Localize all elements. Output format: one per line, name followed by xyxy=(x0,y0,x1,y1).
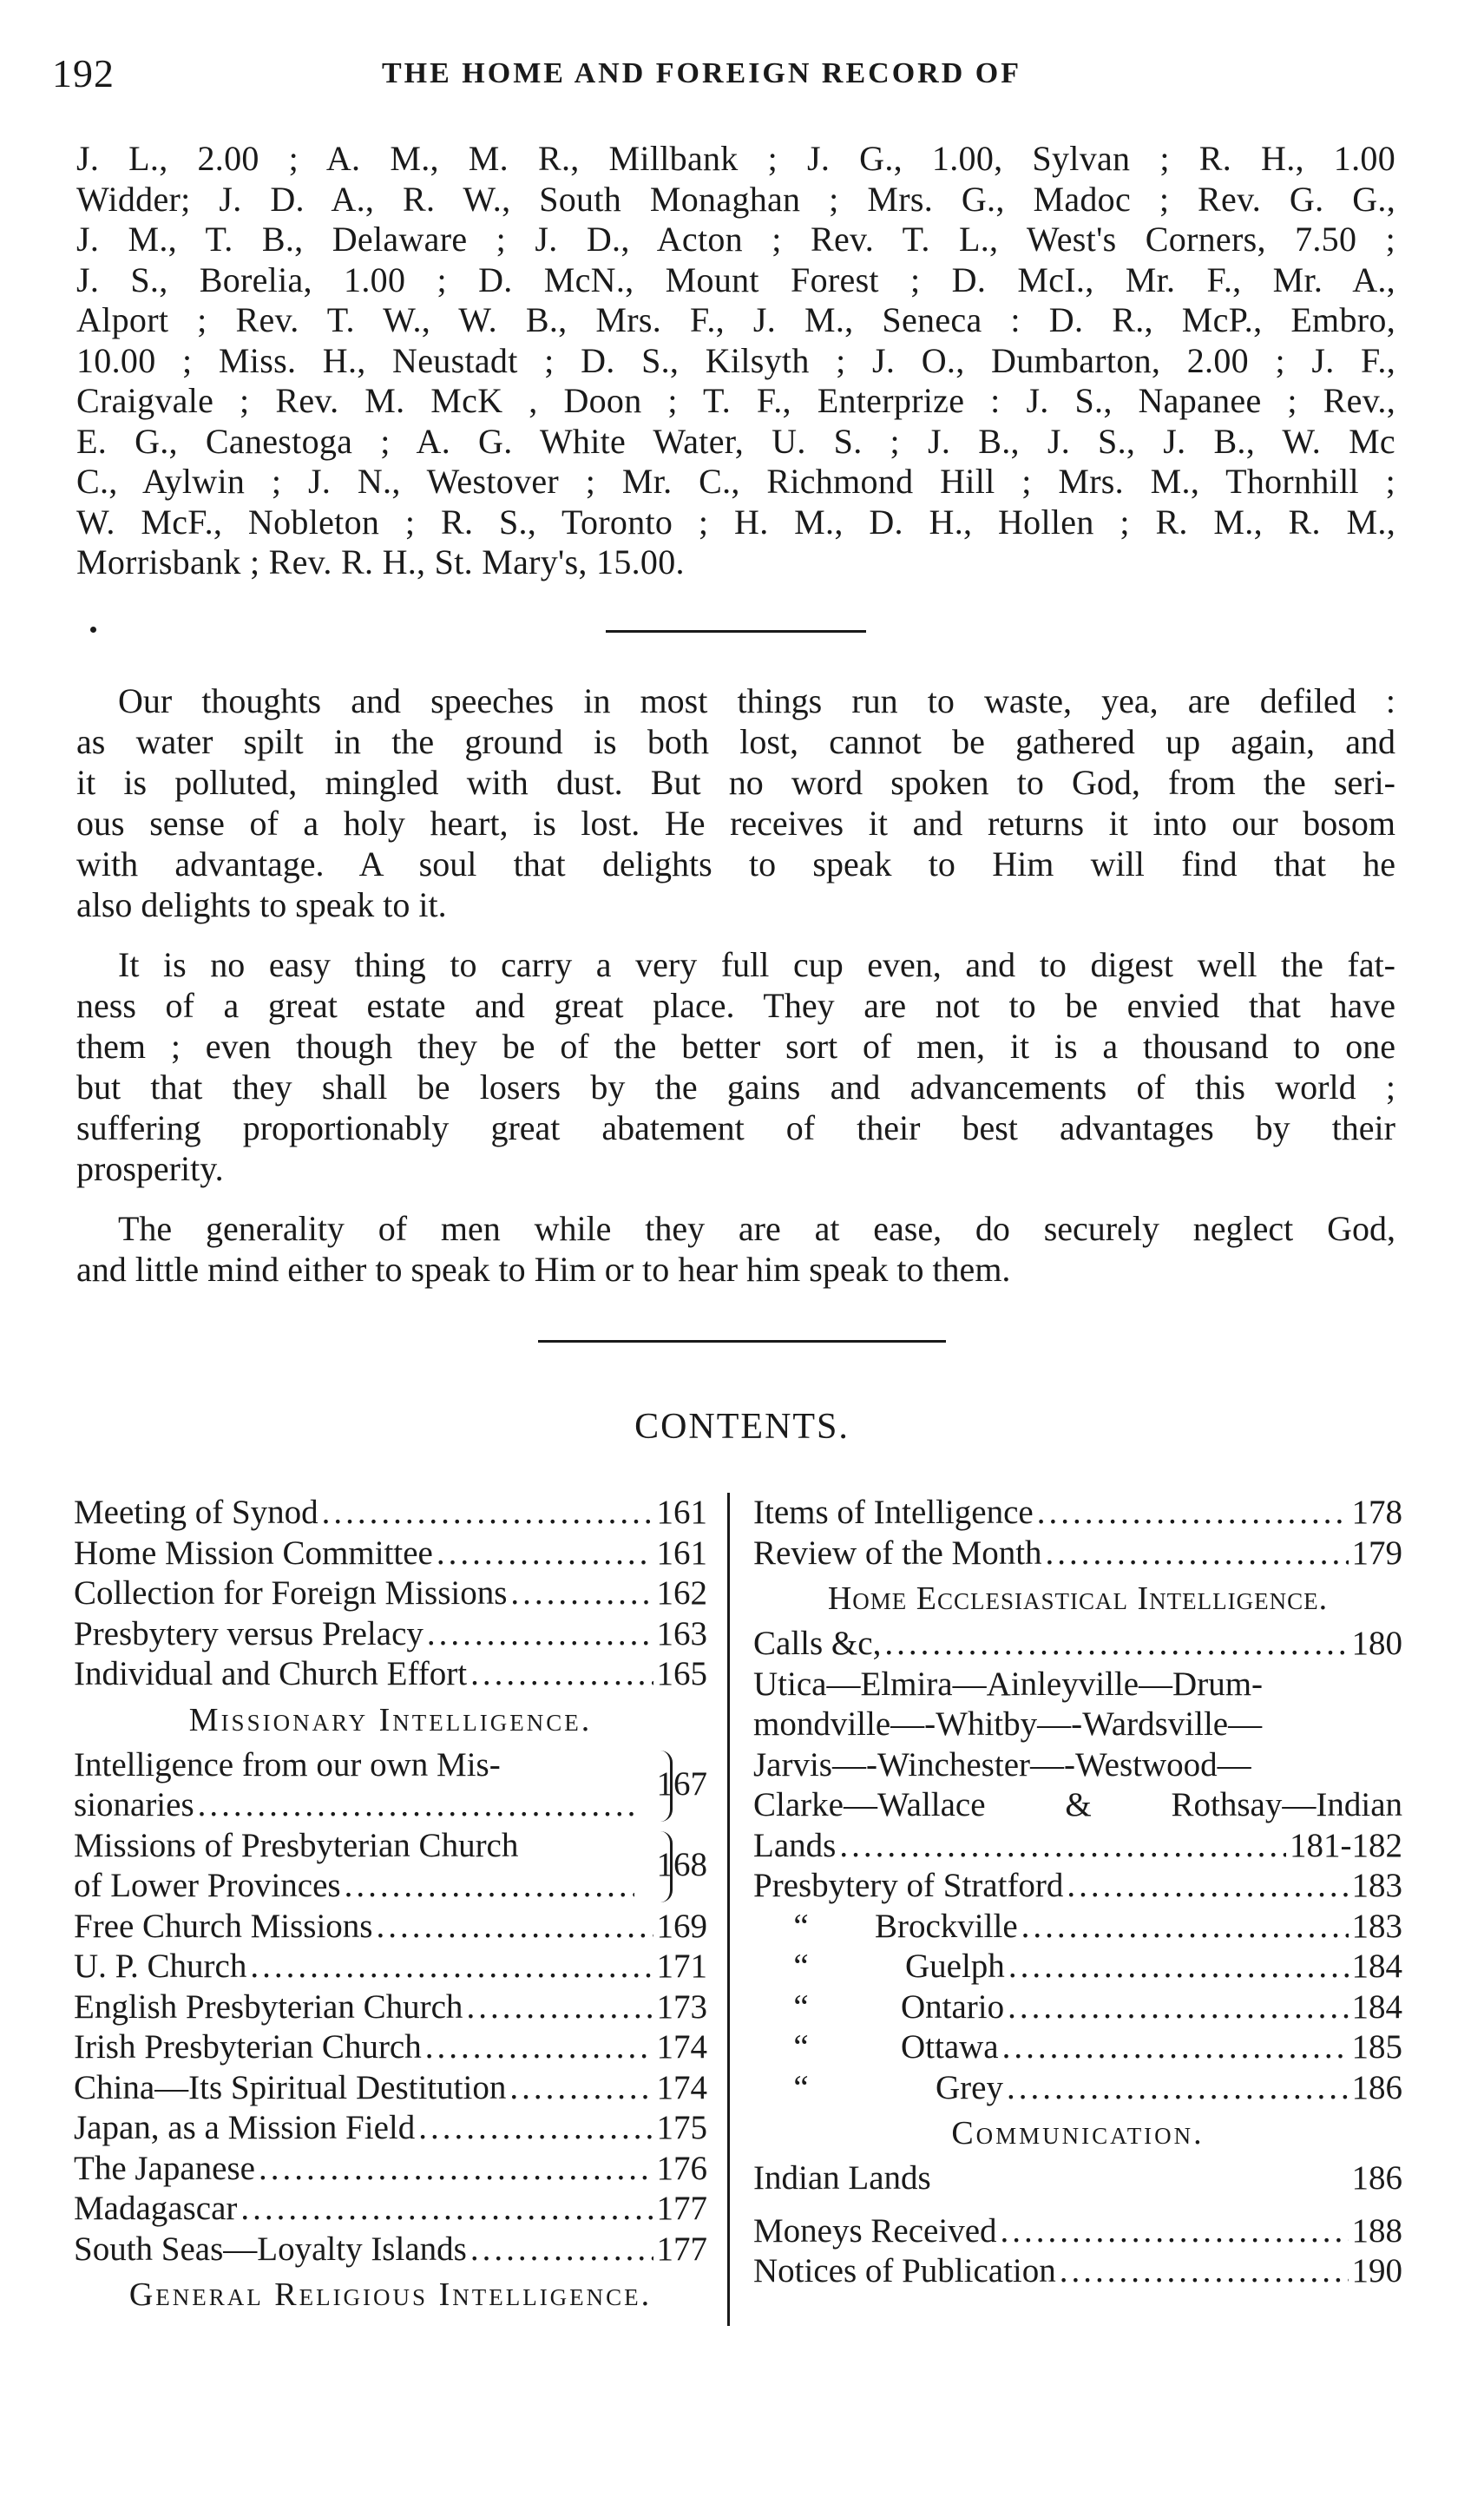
toc-entry xyxy=(74,2068,707,2109)
toc-line: Jarvis—-Winchester—-Westwood— xyxy=(753,1745,1251,1784)
dot-leader xyxy=(839,1826,1286,1867)
toc-page: 165 xyxy=(656,1655,707,1692)
toc-title: Missions of Presbyterian Church xyxy=(74,1826,519,1864)
dot-leader xyxy=(1007,2068,1349,2109)
toc-entry xyxy=(74,2230,707,2270)
toc-page: 183 xyxy=(1351,1867,1402,1904)
text-line: it is polluted, mingled with dust. But no word spoken to God, from the seri- xyxy=(76,763,1395,802)
quotation-text xyxy=(76,680,1395,1309)
toc-line: Utica—Elmira—Ainleyville—Drum- xyxy=(753,1665,1264,1703)
ditto-mark: “ xyxy=(793,2068,809,2106)
text-line: Our thoughts and speeches in most things run to waste, yea, are defiled : xyxy=(118,681,1395,720)
page-header xyxy=(52,50,1397,102)
text-line: ous sense of a holy heart, is lost. He receives it and returns it into our bosom xyxy=(76,804,1395,843)
ack-line: Alport ; Rev. T. W., W. B., Mrs. F., J. M., Seneca : D. R., McP., Embro, xyxy=(76,300,1395,339)
contents-left-column xyxy=(74,1493,707,2320)
dot-leader xyxy=(1021,1907,1349,1948)
dot-leader xyxy=(418,2108,653,2149)
toc-entry xyxy=(753,1947,1402,1987)
toc-page: 184 xyxy=(1351,1948,1402,1985)
toc-title: Japan, as a Mission Field xyxy=(74,2109,416,2146)
section-heading-missionary: Missionary Intelligence. xyxy=(188,1701,593,1738)
toc-title: Collection for Foreign Missions xyxy=(74,1574,508,1612)
toc-page: 171 xyxy=(656,1948,707,1985)
section-heading-home: Home Ecclesiastical Intelligence. xyxy=(827,1580,1329,1617)
toc-entry xyxy=(753,1493,1402,1534)
dot-leader xyxy=(510,1573,653,1614)
toc-page: 186 xyxy=(1351,2159,1402,2197)
toc-title: Calls &c, xyxy=(753,1625,882,1662)
toc-title: Indian Lands xyxy=(753,2159,931,2197)
toc-page: 181-182 xyxy=(1290,1826,1402,1864)
dot-leader xyxy=(1060,2251,1349,2292)
text-line: The generality of men while they are at ease, do securely neglect God, xyxy=(118,1209,1395,1248)
toc-group-entry xyxy=(74,1826,707,1907)
toc-entry xyxy=(74,1654,707,1695)
toc-group-entry xyxy=(74,1745,707,1826)
toc-entry xyxy=(74,1947,707,1987)
toc-entry xyxy=(753,1534,1402,1574)
ack-line: Widder; J. D. A., R. W., South Monaghan ; Mrs. G., Madoc ; Rev. G. G., xyxy=(76,179,1395,219)
dot-leader xyxy=(250,1947,653,1987)
text-line: with advantage. A soul that delights to speak to Him will find that he xyxy=(76,844,1395,884)
toc-title: sionaries xyxy=(74,1786,194,1823)
dot-leader xyxy=(240,2189,653,2230)
dot-leader xyxy=(322,1493,653,1534)
toc-title: Presbytery versus Prelacy xyxy=(74,1614,424,1652)
toc-page: 186 xyxy=(1351,2068,1402,2106)
toc-entry xyxy=(753,1826,1402,1867)
toc-title: Individual and Church Effort xyxy=(74,1655,468,1692)
dot-leader xyxy=(470,1654,653,1695)
toc-page: 177 xyxy=(656,2230,707,2268)
ack-line: W. McF., Nobleton ; R. S., Toronto ; H. M., D. H., Hollen ; R. M., R. M., xyxy=(76,502,1395,542)
toc-line: mondville—-Whitby—-Wardsville— xyxy=(753,1705,1263,1743)
toc-title: Items of Intelligence xyxy=(753,1494,1034,1531)
toc-title: of Lower Provinces xyxy=(74,1867,341,1904)
toc-page: 175 xyxy=(656,2109,707,2146)
acknowledgements-list xyxy=(76,139,1395,583)
column-divider xyxy=(727,1493,730,2326)
dot-leader xyxy=(1001,2211,1349,2252)
dot-leader xyxy=(345,1866,634,1907)
toc-title: Brockville xyxy=(875,1907,1018,1945)
contents-title: CONTENTS. xyxy=(634,1407,850,1447)
ack-line: E. G., Canestoga ; A. G. White Water, U. S. ; J. B., J. S., J. B., W. Mc xyxy=(76,421,1395,461)
stray-dot xyxy=(90,627,96,633)
toc-title: Intelligence from our own Mis- xyxy=(74,1745,501,1784)
toc-entry xyxy=(74,2189,707,2230)
toc-page: 174 xyxy=(656,2068,707,2106)
toc-entry xyxy=(74,1614,707,1655)
toc-title: Review of the Month xyxy=(753,1534,1042,1572)
dot-leader xyxy=(884,1624,1348,1665)
toc-title: Free Church Missions xyxy=(74,1907,373,1945)
toc-page: 178 xyxy=(1351,1494,1402,1531)
dot-leader xyxy=(377,1907,653,1948)
dot-leader xyxy=(509,2068,653,2109)
dot-leader xyxy=(1046,1534,1349,1574)
toc-entry xyxy=(753,2068,1402,2109)
toc-page: 168 xyxy=(656,1845,707,1883)
toc-page: 179 xyxy=(1351,1534,1402,1572)
paragraph xyxy=(76,1208,1395,1290)
toc-entry xyxy=(74,1907,707,1948)
toc-title: South Seas—Loyalty Islands xyxy=(74,2230,467,2268)
dot-leader xyxy=(1002,2027,1349,2068)
text-line: also delights to speak to it. xyxy=(76,885,447,924)
paragraph xyxy=(76,680,1395,925)
toc-line: Clarke—Wallace & Rothsay—Indian xyxy=(753,1786,1402,1823)
toc-title: Guelph xyxy=(905,1948,1005,1985)
toc-title: China—Its Spiritual Destitution xyxy=(74,2068,507,2106)
text-line: prosperity. xyxy=(76,1149,224,1188)
toc-page: 161 xyxy=(656,1494,707,1531)
toc-line xyxy=(74,1866,638,1907)
toc-entry xyxy=(753,1907,1402,1948)
dot-leader xyxy=(466,1987,653,2028)
toc-entry xyxy=(753,2027,1402,2068)
toc-entry xyxy=(74,2027,707,2068)
toc-title: Grey xyxy=(936,2068,1003,2106)
text-line: and little mind either to speak to Him or to hear him speak to them. xyxy=(76,1250,1011,1289)
dot-leader xyxy=(470,2230,653,2270)
toc-title: Madagascar xyxy=(74,2190,238,2227)
running-head: THE HOME AND FOREIGN RECORD OF xyxy=(382,57,1021,89)
toc-page: 169 xyxy=(656,1907,707,1945)
text-line: ness of a great estate and great place. They are not to be envied that have xyxy=(76,986,1395,1025)
ack-line: J. L., 2.00 ; A. M., M. R., Millbank ; J. G., 1.00, Sylvan ; R. H., 1.00 xyxy=(76,139,1395,178)
toc-title: Lands xyxy=(753,1826,837,1864)
toc-page: 188 xyxy=(1351,2211,1402,2250)
toc-title: Notices of Publication xyxy=(753,2252,1056,2289)
dot-leader xyxy=(1037,1493,1349,1534)
ack-line: 10.00 ; Miss. H., Neustadt ; D. S., Kilsyth ; J. O., Dumbarton, 2.00 ; J. F., xyxy=(76,340,1395,380)
toc-title: Irish Presbyterian Church xyxy=(74,2028,422,2066)
page-number: 192 xyxy=(52,51,115,95)
text-line: as water spilt in the ground is both lost, cannot be gathered up again, and xyxy=(76,722,1395,761)
dot-leader xyxy=(198,1785,634,1826)
toc-page: 167 xyxy=(656,1764,707,1803)
toc-entry xyxy=(753,1624,1402,1665)
text-line: It is no easy thing to carry a very full cup even, and to digest well the fat- xyxy=(118,945,1395,984)
ack-line: J. S., Borelia, 1.00 ; D. McN., Mount Forest ; D. McI., Mr. F., Mr. A., xyxy=(76,259,1395,299)
section-heading-general: General Religious Intelligence. xyxy=(128,2276,653,2313)
toc-page: 174 xyxy=(656,2028,707,2066)
ditto-mark: “ xyxy=(793,1907,809,1945)
toc-line xyxy=(74,1826,638,1867)
dot-leader xyxy=(259,2149,653,2190)
toc-entry xyxy=(74,2108,707,2149)
separator-rule xyxy=(606,630,866,633)
toc-line xyxy=(74,1785,638,1826)
section-heading-communication: Communication. xyxy=(951,2115,1205,2151)
ack-line: Morrisbank ; Rev. R. H., St. Mary's, 15.00. xyxy=(76,542,685,581)
dot-leader xyxy=(425,2027,653,2068)
toc-title: Presbytery of Stratford xyxy=(753,1867,1064,1904)
toc-entry xyxy=(753,1987,1402,2028)
dot-leader xyxy=(1067,1866,1348,1907)
toc-entry xyxy=(753,2211,1402,2252)
toc-page: 185 xyxy=(1351,2028,1402,2066)
toc-title: Ontario xyxy=(901,1987,1005,2026)
toc-title: Moneys Received xyxy=(753,2211,997,2250)
ditto-mark: “ xyxy=(793,1948,809,1985)
dot-leader xyxy=(1008,1947,1349,1987)
toc-entry xyxy=(74,1493,707,1534)
ack-line: C., Aylwin ; J. N., Westover ; Mr. C., Richmond Hill ; Mrs. M., Thornhill ; xyxy=(76,462,1395,501)
ack-line: J. M., T. B., Delaware ; J. D., Acton ; Rev. T. L., West's Corners, 7.50 ; xyxy=(76,220,1395,259)
paragraph xyxy=(76,944,1395,1189)
toc-entry xyxy=(753,2251,1402,2292)
toc-line xyxy=(74,1745,638,1786)
toc-title: Ottawa xyxy=(901,2028,999,2066)
toc-entry xyxy=(74,1534,707,1574)
toc-title: The Japanese xyxy=(74,2149,255,2187)
ditto-mark: “ xyxy=(793,2028,809,2066)
toc-page: 173 xyxy=(656,1987,707,2026)
toc-page: 163 xyxy=(656,1614,707,1652)
toc-entry xyxy=(753,1866,1402,1907)
toc-page: 180 xyxy=(1351,1625,1402,1662)
text-line: suffering proportionably great abatement of their best advantages by their xyxy=(76,1108,1395,1147)
separator-rule xyxy=(538,1340,946,1343)
dot-leader xyxy=(1008,1987,1348,2028)
ack-line: Craigvale ; Rev. M. McK , Doon ; T. F., Enterprize : J. S., Napanee ; Rev., xyxy=(76,381,1395,420)
dot-leader xyxy=(427,1614,653,1655)
toc-entry xyxy=(74,1987,707,2028)
toc-entry xyxy=(74,1573,707,1614)
text-line: them ; even though they be of the better sort of men, it is a thousand to one xyxy=(76,1027,1395,1066)
contents-right-column xyxy=(753,1493,1402,2292)
toc-page: 162 xyxy=(656,1574,707,1612)
text-line: but that they shall be losers by the gains and advancements of this world ; xyxy=(76,1067,1395,1107)
ditto-mark: “ xyxy=(793,1987,809,2026)
toc-page: 161 xyxy=(656,1534,707,1572)
toc-title: Meeting of Synod xyxy=(74,1494,318,1531)
toc-entry xyxy=(753,2158,1402,2199)
toc-page: 190 xyxy=(1351,2252,1402,2289)
toc-entry xyxy=(74,2149,707,2190)
toc-page: 183 xyxy=(1351,1907,1402,1945)
toc-title: Home Mission Committee xyxy=(74,1534,433,1572)
toc-page: 176 xyxy=(656,2149,707,2187)
dot-leader xyxy=(437,1534,653,1574)
toc-page: 184 xyxy=(1351,1987,1402,2026)
toc-page: 177 xyxy=(656,2190,707,2227)
toc-title: English Presbyterian Church xyxy=(74,1987,463,2026)
toc-title: U. P. Church xyxy=(74,1948,247,1985)
